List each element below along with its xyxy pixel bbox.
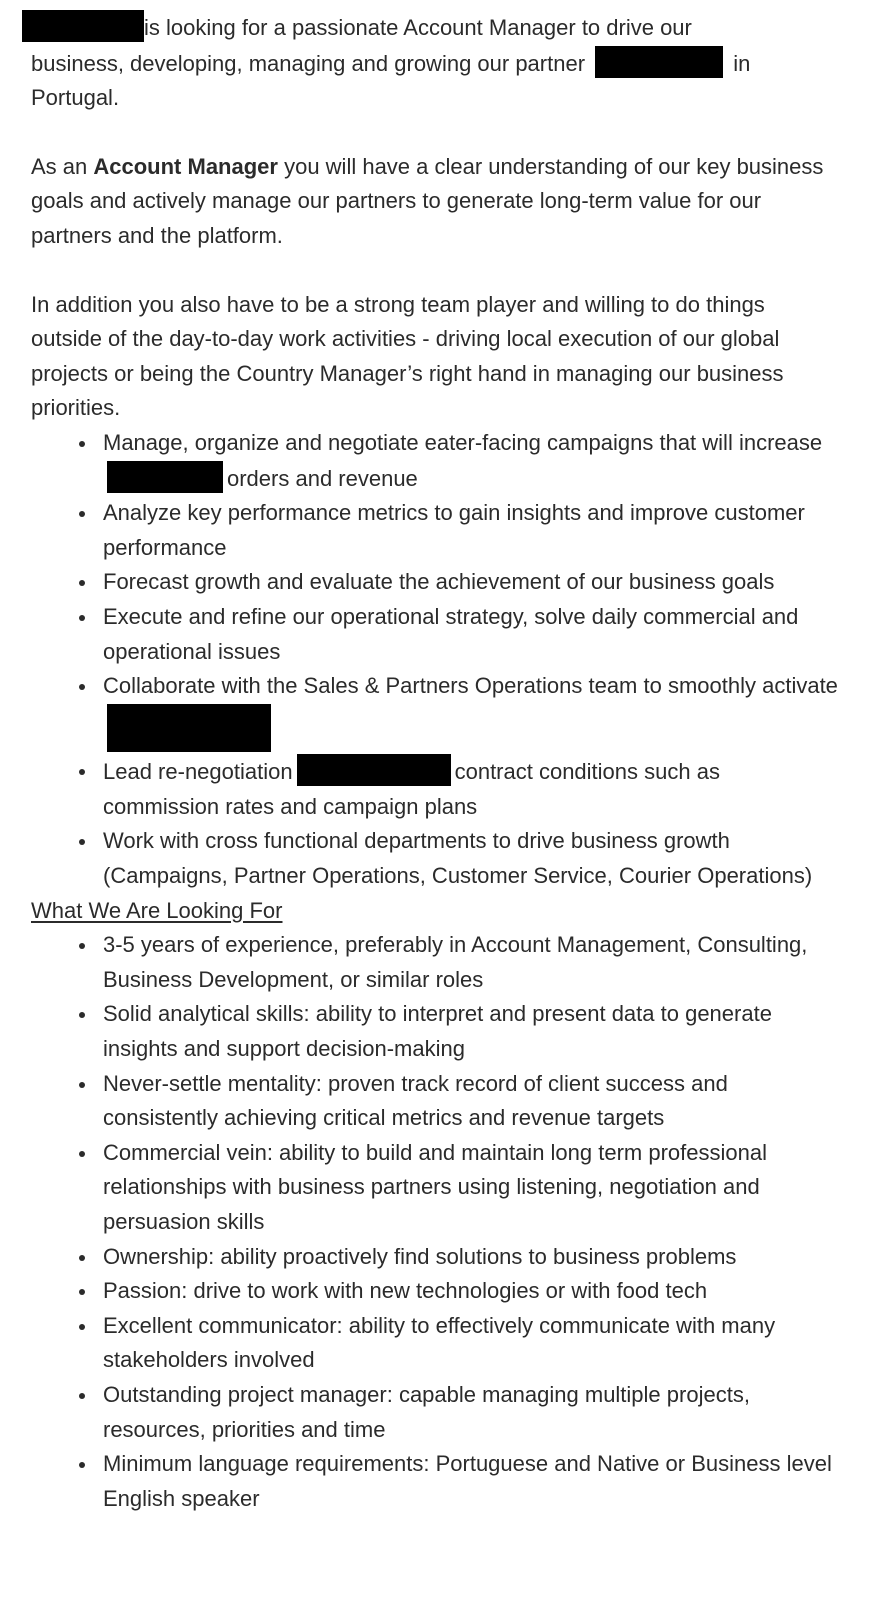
list-item: Solid analytical skills: ability to interpret and present data to generate insights and support decision-making: [103, 997, 840, 1066]
intro-paragraph: [22, 10, 840, 46]
list-item: [103, 669, 840, 754]
list-item: Execute and refine our operational strategy, solve daily commercial and operational issues: [103, 600, 840, 669]
list-item: Work with cross functional departments to drive business growth (Campaigns, Partner Operations, Customer Service, Courier Operations): [103, 824, 840, 893]
addition-paragraph: In addition you also have to be a strong team player and willing to do things outside of the day-to-day work activities - driving local execution of our global projects or being the Country Manager’s right hand in managing our business priorities.: [31, 291, 784, 421]
intro-line2-end: in: [733, 50, 751, 76]
list-item: [103, 754, 840, 824]
intro-line1: is looking for a passionate Account Manager to drive our: [144, 15, 692, 40]
list-item-text: Lead re-negotiation: [103, 759, 293, 785]
list-item-text: Collaborate with the Sales & Partners Operations team to smoothly activate: [103, 673, 838, 699]
list-item: Ownership: ability proactively find solutions to business problems: [103, 1240, 840, 1275]
section-heading: What We Are Looking For: [31, 897, 283, 923]
intro-line2: [31, 46, 840, 82]
list-item: [103, 426, 840, 496]
redacted-text: [107, 704, 271, 752]
role-title: Account Manager: [93, 153, 278, 179]
list-item-text: contract conditions such as commission rates and campaign plans: [103, 759, 720, 819]
redacted-text: [297, 754, 451, 786]
list-item: 3-5 years of experience, preferably in Account Management, Consulting, Business Development, or similar roles: [103, 928, 840, 997]
list-item-text: orders and revenue: [227, 465, 418, 491]
requirements-list: [31, 928, 840, 1516]
list-item: Analyze key performance metrics to gain insights and improve customer performance: [103, 496, 840, 565]
list-item: Excellent communicator: ability to effectively communicate with many stakeholders involved: [103, 1309, 840, 1378]
list-item: Passion: drive to work with new technologies or with food tech: [103, 1274, 840, 1309]
spacer: [31, 254, 840, 288]
intro-line2-text: business, developing, managing and growing our partner: [31, 50, 586, 76]
spacer: [31, 116, 840, 150]
list-item: Minimum language requirements: Portuguese and Native or Business level English speaker: [103, 1447, 840, 1516]
list-item: Never-settle mentality: proven track record of client success and consistently achieving critical metrics and revenue targets: [103, 1067, 840, 1136]
responsibilities-list: [31, 426, 840, 894]
list-item: Commercial vein: ability to build and maintain long term professional relationships with business partners using listening, negotiation and persuasion skills: [103, 1136, 840, 1240]
role-prefix: As an: [31, 153, 94, 179]
list-item-text: Manage, organize and negotiate eater-facing campaigns that will increase: [103, 429, 823, 455]
role-paragraph: [31, 150, 840, 254]
list-item: Outstanding project manager: capable managing multiple projects, resources, priorities and time: [103, 1378, 840, 1447]
redacted-company-name: [22, 10, 144, 42]
list-item: Forecast growth and evaluate the achievement of our business goals: [103, 565, 840, 600]
intro-line3: Portugal.: [31, 85, 120, 111]
role-description: you will have a clear understanding of our key business goals and actively manage our partners to generate long-term value for our partners and the platform.: [31, 153, 824, 248]
redacted-partner-name: [595, 46, 723, 78]
redacted-text: [107, 461, 223, 493]
